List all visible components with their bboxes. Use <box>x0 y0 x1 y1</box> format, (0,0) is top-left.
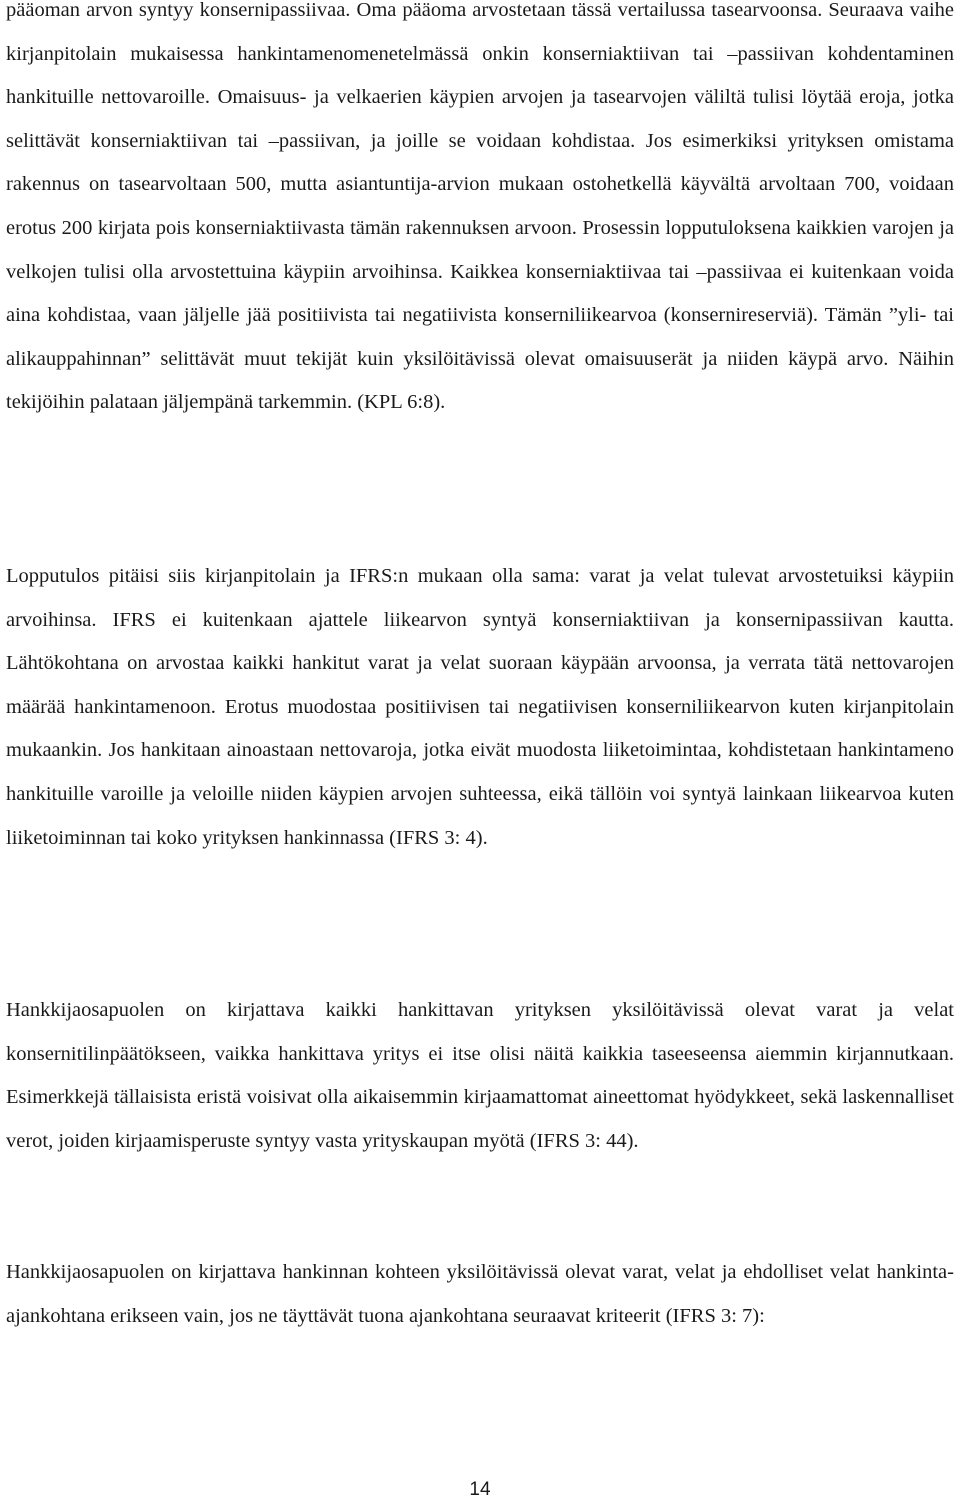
body-paragraph-3: Hankkijaosapuolen on kirjattava kaikki hankittavan yrityksen yksilöitävissä olevat varat ja velat konsernitilinpäätökseen, vaikka hankittava yritys ei itse olisi näitä kaikkia taseeseensa aiemmin kirjannutkaan. Esimerkkejä tällaisista eristä voisivat olla aikaisemmin kirjaamattomat aineettomat hyödykkeet, sekä laskennalliset verot, joiden kirjaamisperuste syntyy vasta yrityskaupan myötä (IFRS 3: 44). <box>6 999 954 1152</box>
body-paragraph-1: pääoman arvon syntyy konsernipassiivaa. Oma pääoma arvostetaan tässä vertailussa tasearvoonsa. Seuraava vaihe kirjanpitolain mukaisessa hankintamenomenetelmässä onkin konserniaktiivan tai –passiivan kohdentaminen hankituille nettovaroille. Omaisuus- ja velkaerien käypien arvojen ja tasearvojen väliltä tulisi löytää eroja, jotka selittävät konserniaktiivan tai –passiivan, ja joille se voidaan kohdistaa. Jos esimerkiksi yrityksen omistama rakennus on tasearvoltaan 500, mutta asiantuntija-arvion mukaan ostohetkellä käyvältä arvoltaan 700, voidaan erotus 200 kirjata pois konserniaktiivasta tämän rakennuksen arvoon. Prosessin lopputuloksena kaikkien varojen ja velkojen tulisi olla arvostettuina käypiin arvoihinsa. Kaikkea konserniaktiivaa tai –passiivaa ei kuitenkaan voida aina kohdistaa, vaan jäljelle jää positiivista tai negatiivista konserniliikearvoa (konsernireserviä). Tämän ”yli- tai alikauppahinnan” selittävät muut tekijät kuin yksilöitävissä olevat omaisuuserät ja niiden käypä arvo. Näihin tekijöihin palataan jäljempänä tarkemmin. (KPL 6:8). <box>6 0 954 414</box>
page-number: 14 <box>469 1479 491 1500</box>
body-paragraph-4: Hankkijaosapuolen on kirjattava hankinnan kohteen yksilöitävissä olevat varat, velat ja ehdolliset velat hankinta-ajankohtana erikseen vain, jos ne täyttävät tuona ajankohtana seuraavat kriteerit (IFRS 3: 7): <box>6 1261 954 1327</box>
body-paragraph-2: Lopputulos pitäisi siis kirjanpitolain ja IFRS:n mukaan olla sama: varat ja velat tulevat arvostetuiksi käypiin arvoihinsa. IFRS ei kuitenkaan ajattele liikearvon syntyä konserniaktiivan ja konsernipassiivan kautta. Lähtökohtana on arvostaa kaikki hankitut varat ja velat suoraan käypään arvoonsa, ja verrata tätä nettovarojen määrää hankintamenoon. Erotus muodostaa positiivisen tai negatiivisen konserniliikearvon kuten kirjanpitolain mukaankin. Jos hankitaan ainoastaan nettovaroja, jotka eivät muodosta liiketoimintaa, kohdistetaan hankintameno hankituille varoille ja veloille niiden käypien arvojen suhteessa, eikä tällöin voi syntyä lainkaan liikearvoa kuten liiketoiminnan tai koko yrityksen hankinnassa (IFRS 3: 4). <box>6 565 954 849</box>
